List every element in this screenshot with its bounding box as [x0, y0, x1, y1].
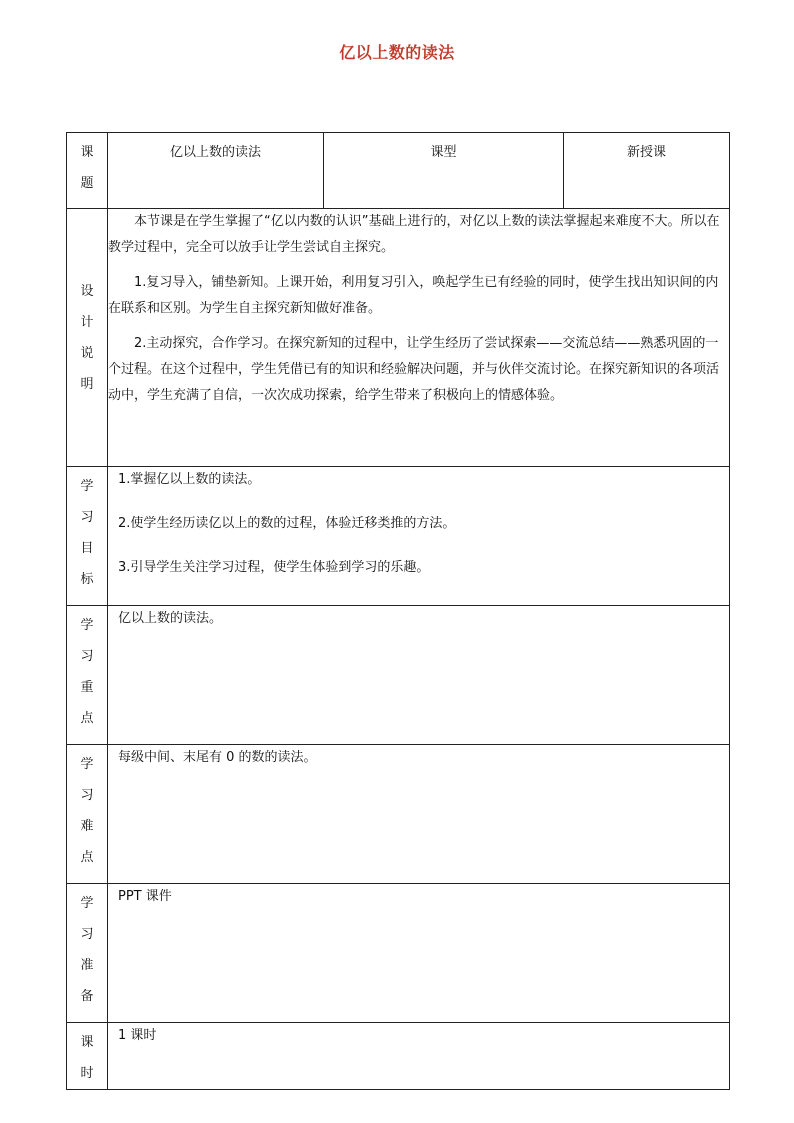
label-char: 学 — [80, 896, 94, 911]
label-char: 习 — [80, 927, 94, 942]
label-char: 学 — [80, 618, 94, 633]
preparation-label — [67, 884, 108, 1023]
objective-item: 1.掌握亿以上数的读法。 — [118, 472, 261, 487]
label-char: 明 — [80, 376, 94, 392]
design-row — [67, 209, 730, 467]
label-char: 设 — [80, 283, 94, 299]
objective-item: 3.引导学生关注学习过程，使学生体验到学习的乐趣。 — [118, 560, 430, 575]
difficulties-row — [67, 745, 730, 884]
label-char: 标 — [80, 572, 94, 587]
key-points-content — [108, 606, 730, 745]
key-points-row — [67, 606, 730, 745]
label-char: 重 — [80, 680, 94, 695]
key-points-label — [67, 606, 108, 745]
objectives-row — [67, 467, 730, 606]
preparation-content — [108, 884, 730, 1023]
label-char: 学 — [80, 479, 94, 494]
difficulties-text: 每级中间、末尾有 0 的数的读法。 — [118, 750, 317, 765]
lesson-type-label: 课型 — [324, 133, 564, 209]
label-char: 点 — [80, 850, 94, 865]
preparation-row — [67, 884, 730, 1023]
label-char: 课 — [80, 1035, 94, 1050]
hours-content — [108, 1023, 730, 1090]
design-content — [108, 209, 730, 467]
topic-label — [67, 133, 108, 209]
label-char: 目 — [80, 541, 94, 556]
label-char: 难 — [80, 819, 94, 834]
topic-row — [67, 133, 730, 209]
preparation-text: PPT 课件 — [118, 889, 172, 904]
lesson-type-value: 新授课 — [564, 133, 730, 209]
page-title: 亿以上数的读法 — [339, 43, 455, 62]
hours-label — [67, 1023, 108, 1090]
label-char: 习 — [80, 788, 94, 803]
label-char: 课 — [80, 145, 94, 160]
topic-value: 亿以上数的读法 — [108, 133, 324, 209]
label-char: 习 — [80, 649, 94, 664]
objectives-content — [108, 467, 730, 606]
hours-text: 1 课时 — [118, 1028, 157, 1043]
design-label — [67, 209, 108, 467]
difficulties-content — [108, 745, 730, 884]
label-char: 习 — [80, 510, 94, 525]
label-char: 题 — [80, 176, 94, 191]
difficulties-label — [67, 745, 108, 884]
key-points-text: 亿以上数的读法。 — [118, 611, 223, 626]
design-paragraph: 2.主动探究，合作学习。在探究新知的过程中，让学生经历了尝试探索——交流总结——熟悉巩固的一个过程。在这个过程中，学生凭借已有的知识和经验解决问题，并与伙伴交流讨论。在探究新知识的各项活动中，学生充满了自信，一次次成功探索，给学生带来了积极向上的情感体验。 — [108, 336, 720, 403]
lesson-plan-table — [66, 132, 730, 1090]
objectives-label — [67, 467, 108, 606]
design-paragraph: 本节课是在学生掌握了“亿以内数的认识”基础上进行的，对亿以上数的读法掌握起来难度不大。所以在教学过程中，完全可以放手让学生尝试自主探究。 — [108, 214, 720, 255]
label-char: 点 — [80, 711, 94, 726]
hours-row — [67, 1023, 730, 1090]
objective-item: 2.使学生经历读亿以上的数的过程，体验迁移类推的方法。 — [118, 516, 456, 531]
label-char: 准 — [80, 958, 94, 973]
design-paragraph: 1.复习导入，铺垫新知。上课开始，利用复习引入，唤起学生已有经验的同时，使学生找出知识间的内在联系和区别。为学生自主探究新知做好准备。 — [108, 275, 719, 316]
label-char: 备 — [80, 989, 94, 1004]
label-char: 学 — [80, 757, 94, 772]
label-char: 说 — [80, 345, 94, 361]
label-char: 时 — [80, 1066, 94, 1081]
label-char: 计 — [80, 314, 94, 330]
